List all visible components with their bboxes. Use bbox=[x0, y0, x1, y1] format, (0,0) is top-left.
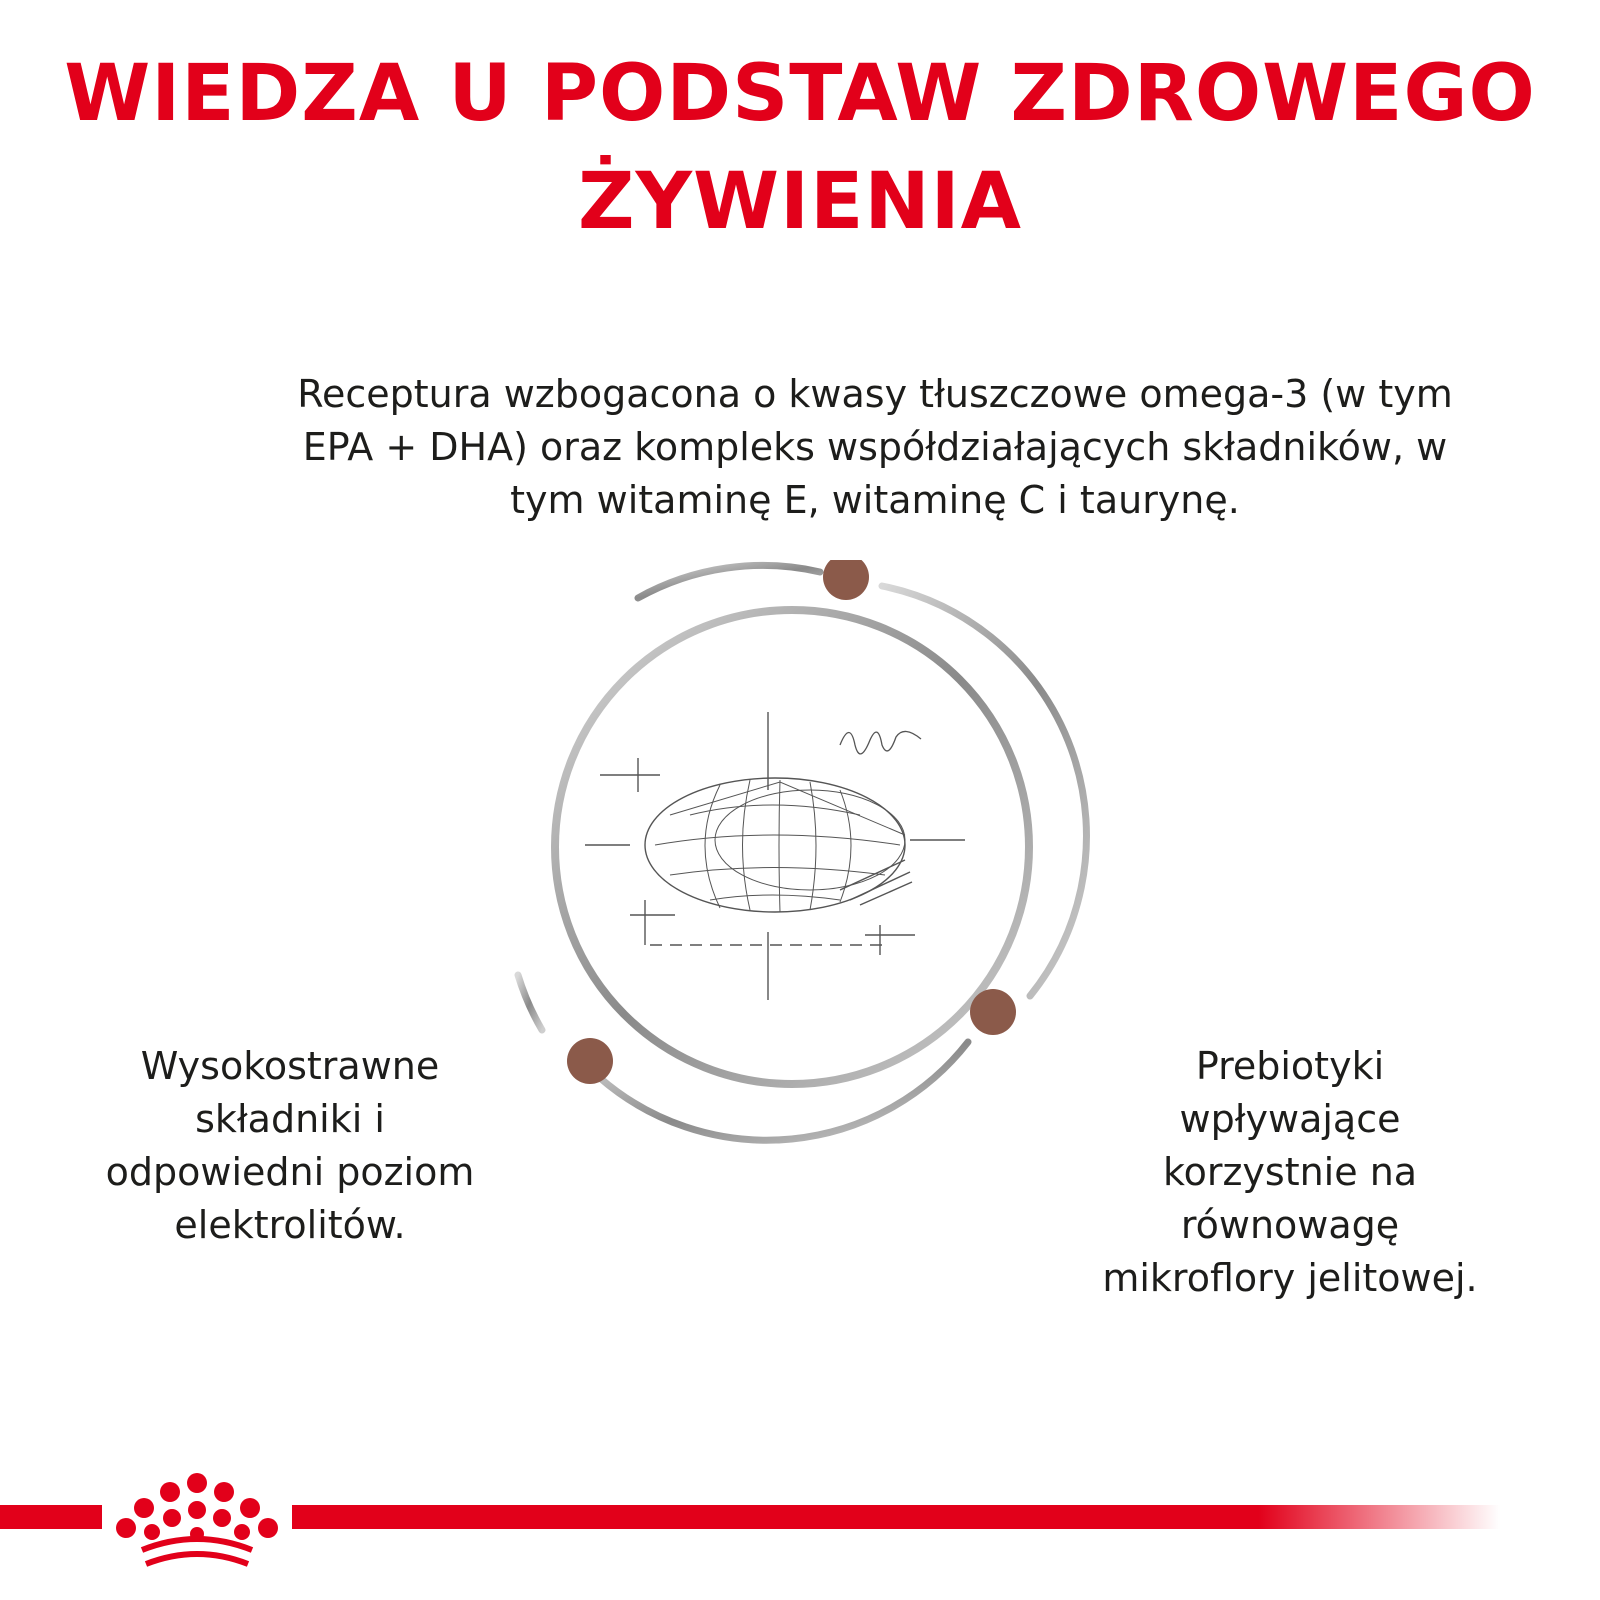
omega3-line-3: tym witaminę E, witaminę C i taurynę. bbox=[510, 478, 1240, 522]
digestibility-line-2: składniki i bbox=[195, 1097, 385, 1141]
prebiotics-line-4: równowagę bbox=[1180, 1203, 1400, 1247]
title-line-1: WIEDZA U PODSTAW ZDROWEGO bbox=[64, 49, 1536, 139]
footer-bar-right bbox=[292, 1505, 1500, 1529]
royal-canin-crown-logo bbox=[112, 1470, 282, 1580]
digestibility-line-3: odpowiedni poziom bbox=[105, 1150, 475, 1194]
inner-ring bbox=[555, 610, 1029, 1084]
omega3-line-1: Receptura wzbogacona o kwasy tłuszczowe omega-3 (w tym bbox=[297, 372, 1453, 416]
prebiotics-benefit-text bbox=[1030, 1040, 1550, 1305]
kibble-sketch-icon bbox=[585, 712, 965, 1000]
prebiotics-line-5: mikroflory jelitowej. bbox=[1102, 1256, 1478, 1300]
digestibility-benefit-text bbox=[55, 1040, 525, 1252]
page-title bbox=[0, 40, 1600, 256]
outer-arc-left bbox=[518, 975, 542, 1030]
prebiotics-line-1: Prebiotyki bbox=[1195, 1044, 1385, 1088]
benefit-dot-left bbox=[567, 1038, 613, 1084]
digestibility-line-1: Wysokostrawne bbox=[140, 1044, 440, 1088]
benefits-diagram-svg bbox=[510, 560, 1110, 1160]
benefits-diagram bbox=[510, 560, 1110, 1160]
title-line-2: ŻYWIENIA bbox=[577, 157, 1023, 247]
digestibility-line-4: elektrolitów. bbox=[174, 1203, 406, 1247]
crown-logo-svg bbox=[112, 1470, 282, 1580]
prebiotics-line-2: wpływające bbox=[1179, 1097, 1401, 1141]
omega3-benefit-text bbox=[215, 368, 1535, 527]
outer-arc-top bbox=[638, 565, 820, 598]
outer-arc-bottom bbox=[600, 1042, 968, 1140]
prebiotics-line-3: korzystnie na bbox=[1162, 1150, 1418, 1194]
footer-bar-left bbox=[0, 1505, 102, 1529]
benefit-dot-right bbox=[970, 989, 1016, 1035]
benefit-dot-top bbox=[823, 560, 869, 600]
omega3-line-2: EPA + DHA) oraz kompleks współdziałających składników, w bbox=[302, 425, 1448, 469]
